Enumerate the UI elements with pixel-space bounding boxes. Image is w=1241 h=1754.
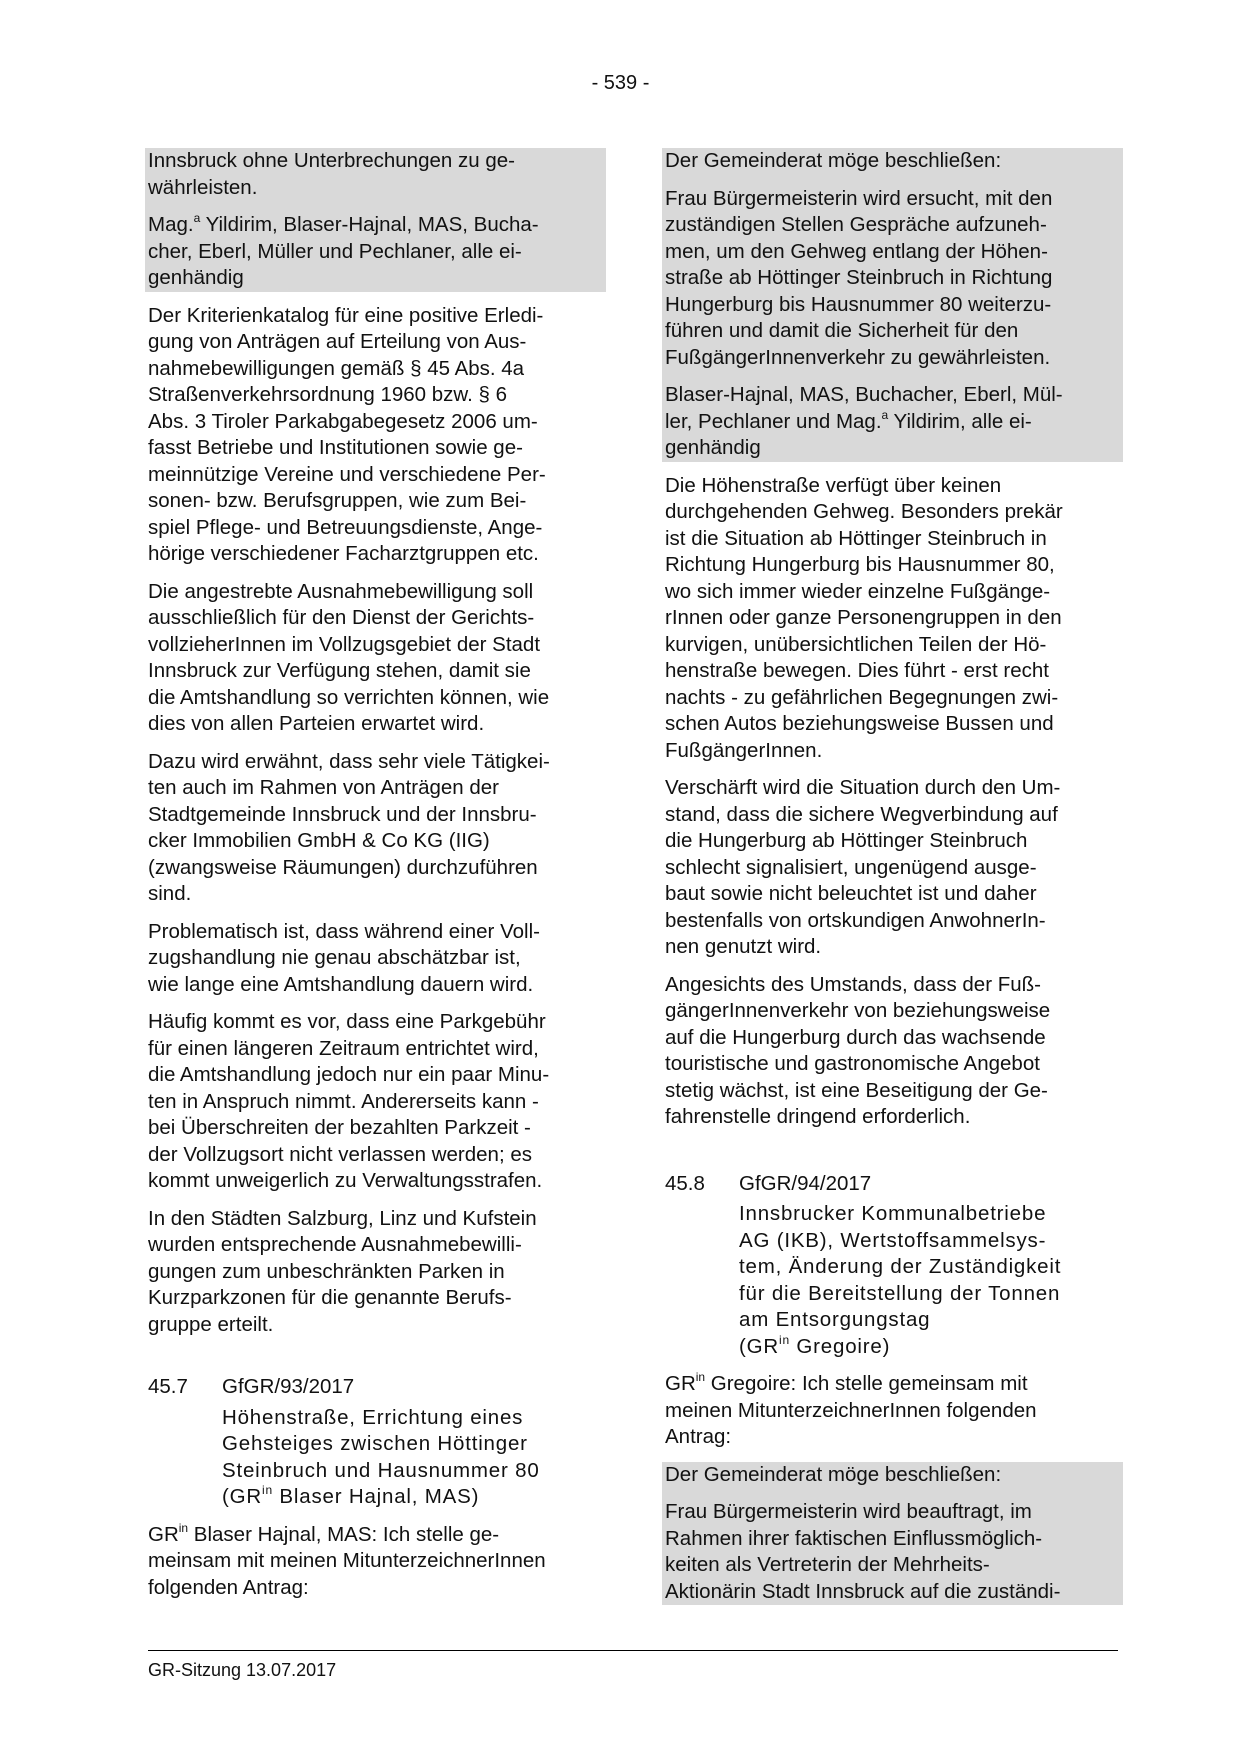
agenda-item-code: GfGR/93/2017 [222, 1375, 355, 1398]
agenda-item-author: ($GR^{in}$ Blaser Hajnal, MAS) [222, 1483, 480, 1508]
motion-box [662, 1499, 1123, 1605]
text-line: Problematisch ist, dass während einer Voll- [148, 919, 540, 943]
text-line: der Vollzugsort nicht verlassen werden; es [148, 1142, 533, 1166]
text-line: Dazu wird erwähnt, dass sehr viele Tätigkei- [148, 749, 550, 773]
text-line: wurden entsprechende Ausnahmebewilli- [148, 1233, 522, 1256]
text-line: stand, dass die sichere Wegverbindung auf [665, 802, 1058, 826]
text-line: wie lange eine Amtshandlung dauern wird. [148, 972, 534, 996]
text-line: folgenden Antrag: [148, 1575, 309, 1599]
text-line: ler, Pechlaner und Mag.$^a$ Yildirim, alle ei- [665, 407, 1032, 433]
text-line: Abs. 3 Tiroler Parkabgabegesetz 2006 um- [148, 409, 538, 433]
text-line: die Hungerburg ab Höttinger Steinbruch [665, 829, 1028, 852]
footer-divider [148, 1650, 1118, 1651]
text-line: gruppe erteilt. [148, 1312, 274, 1336]
text-line: gungen zum unbeschränkten Parken in [148, 1259, 505, 1283]
agenda-item-number: 45.7 [148, 1375, 188, 1398]
text-line: Hungerburg bis Hausnummer 80 weiterzu- [665, 292, 1052, 316]
text-line: fasst Betriebe und Institutionen sowie ge- [148, 436, 523, 459]
text-line: für die Bereitstellung der Tonnen [739, 1281, 1061, 1305]
text-line: kommt unweigerlich zu Verwaltungsstrafen. [148, 1169, 543, 1192]
text-line: die Amtshandlung so verrichten können, wie [148, 685, 550, 709]
right-column [665, 148, 1115, 1616]
text-line: nen genutzt wird. [665, 935, 822, 958]
council-heading [662, 1462, 1123, 1500]
text-line: cher, Eberl, Müller und Pechlaner, alle ei- [148, 239, 522, 263]
signers-box [662, 382, 1123, 462]
agenda-item-code: GfGR/94/2017 [739, 1171, 872, 1195]
text-line: Innsbruck zur Verfügung stehen, damit sie [148, 659, 531, 682]
agenda-item-title [148, 1405, 598, 1511]
motion-end-box [145, 148, 606, 212]
text-line: durchgehenden Gehweg. Besonders prekär [665, 500, 1063, 523]
text-line: zuständigen Stellen Gespräche aufzuneh- [665, 213, 1047, 236]
text-line: cker Immobilien GmbH & Co KG (IIG) [148, 829, 490, 852]
text-line: währleisten. [148, 175, 258, 199]
text-line: ten in Anspruch nimmt. Andererseits kann - [148, 1089, 539, 1113]
text-line: Blaser-Hajnal, MAS, Buchacher, Eberl, Mül- [665, 383, 1063, 406]
text-line: Straßenverkehrsordnung 1960 bzw. § 6 [148, 383, 507, 406]
text-line: zugshandlung nie genau abschätzbar ist, [148, 946, 521, 969]
text-line: fahrenstelle dringend erforderlich. [665, 1105, 971, 1128]
text-line: Richtung Hungerburg bis Hausnummer 80, [665, 553, 1055, 576]
agenda-item-title [665, 1201, 1115, 1360]
motion-intro [665, 1371, 1115, 1451]
text-line: wo sich immer wieder einzelne Fußgänge- [665, 579, 1051, 603]
text-line: schlecht signalisiert, ungenügend ausge- [665, 855, 1037, 879]
text-line: henstraße bewegen. Dies führt - erst recht [665, 659, 1049, 682]
text-line: Frau Bürgermeisterin wird ersucht, mit den [665, 186, 1053, 210]
text-line: Verschärft wird die Situation durch den Um- [665, 776, 1061, 799]
agenda-item-heading [148, 1374, 598, 1401]
text-line: gängerInnenverkehr von beziehungsweise [665, 999, 1051, 1022]
text-line: AG (IKB), Wertstoffsammelsys- [739, 1228, 1047, 1252]
paragraph-hoehenstrasse [665, 473, 1115, 765]
council-heading [662, 148, 1123, 186]
text-line: In den Städten Salzburg, Linz und Kufstein [148, 1206, 537, 1230]
text-line: baut sowie nicht beleuchtet ist und daher [665, 882, 1037, 905]
text-line: dies von allen Parteien erwartet wird. [148, 712, 485, 735]
text-line: Die Höhenstraße verfügt über keinen [665, 473, 1002, 497]
text-line: Mag.$^a$ Yildirim, Blaser-Hajnal, MAS, Bucha- [148, 211, 539, 236]
text-line: schen Autos beziehungsweise Bussen und [665, 712, 1054, 735]
footer-session-date: GR-Sitzung 13.07.2017 [148, 1660, 337, 1680]
text-line: Gehsteiges zwischen Höttinger [222, 1432, 528, 1455]
text-line: meinnützige Vereine und verschiedene Per- [148, 462, 546, 486]
text-line: nachts - zu gefährlichen Begegnungen zwi- [665, 685, 1059, 709]
text-line: für einen längeren Zeitraum entrichtet wird, [148, 1036, 539, 1060]
text-line: FußgängerInnenverkehr zu gewährleisten. [665, 345, 1051, 369]
text-line: Antrag: [665, 1425, 732, 1448]
text-line: bestenfalls von ortskundigen AnwohnerIn- [665, 908, 1046, 932]
text-line: Angesichts des Umstands, dass der Fuß- [665, 972, 1041, 996]
text-line: Rahmen ihrer faktischen Einflussmöglich- [665, 1526, 1043, 1550]
text-line: kurvigen, unübersichtlichen Teilen der Hö- [665, 632, 1047, 656]
text-line: führen und damit die Sicherheit für den [665, 319, 1019, 342]
paragraph-staedte [148, 1206, 598, 1339]
text-line: Der Gemeinderat möge beschließen: [665, 149, 1002, 172]
text-line: $GR^{in}$ Gregoire: Ich stelle gemeinsam mit [665, 1370, 1028, 1395]
paragraph-verschaerft [665, 775, 1115, 961]
agenda-item-heading [665, 1171, 1115, 1198]
agenda-item-author: ($GR^{in}$ Gregoire) [739, 1332, 891, 1358]
text-line: stetig wächst, ist eine Beseitigung der Ge- [665, 1078, 1048, 1102]
text-line: vollzieherInnen im Vollzugsgebiet der Stadt [148, 632, 541, 656]
text-line: meinen MitunterzeichnerInnen folgenden [665, 1398, 1037, 1422]
text-line: touristische und gastronomische Angebot [665, 1052, 1040, 1075]
text-line: Der Gemeinderat möge beschließen: [665, 1462, 1002, 1486]
text-line: Steinbruch und Hausnummer 80 [222, 1458, 540, 1482]
text-line: men, um den Gehweg entlang der Höhen- [665, 239, 1048, 263]
left-column [148, 148, 598, 1612]
text-line: genhändig [665, 436, 761, 459]
paragraph-haeufig [148, 1009, 598, 1195]
text-line: tem, Änderung der Zuständigkeit [739, 1255, 1062, 1278]
text-line: Häufig kommt es vor, dass eine Parkgebühr [148, 1010, 546, 1033]
paragraph-ausnahme [148, 579, 598, 738]
text-line: am Entsorgungstag [739, 1308, 931, 1331]
text-line: Höhenstraße, Errichtung eines [222, 1405, 524, 1429]
agenda-item-number: 45.8 [665, 1171, 705, 1195]
paragraph-problem [148, 919, 598, 999]
text-line: Aktionärin Stadt Innsbruck auf die zuständi- [665, 1579, 1061, 1603]
text-line: nahmebewilligungen gemäß § 45 Abs. 4a [148, 356, 525, 380]
text-line: die Amtshandlung jedoch nur ein paar Minu- [148, 1063, 550, 1086]
text-line: sind. [148, 882, 192, 905]
text-line: gung von Anträgen auf Erteilung von Aus- [148, 330, 527, 353]
paragraph-angesichts [665, 972, 1115, 1131]
motion-box [662, 186, 1123, 383]
text-line: meinsam mit meinen MitunterzeichnerInnen [148, 1549, 546, 1572]
signers-box [145, 212, 606, 292]
text-line: Frau Bürgermeisterin wird beauftragt, im [665, 1500, 1032, 1523]
text-line: FußgängerInnen. [665, 738, 823, 762]
text-line: ist die Situation ab Höttinger Steinbruch in [665, 526, 1047, 550]
text-line: keiten als Vertreterin der Mehrheits- [665, 1553, 990, 1576]
text-line: bei Überschreiten der bezahlten Parkzeit - [148, 1116, 531, 1139]
text-line: (zwangsweise Räumungen) durchzuführen [148, 855, 538, 879]
page-number: - 539 - [591, 72, 650, 94]
paragraph-kriterien [148, 303, 598, 568]
paragraph-dazu [148, 749, 598, 908]
text-line: hörige verschiedener Facharztgruppen etc. [148, 542, 539, 565]
text-line: Innsbruck ohne Unterbrechungen zu ge- [148, 149, 515, 172]
text-line: ten auch im Rahmen von Anträgen der [148, 776, 499, 799]
text-line: Der Kriterienkatalog für eine positive Erledi- [148, 303, 544, 327]
text-line: ausschließlich für den Dienst der Gerichts- [148, 606, 535, 629]
text-line: spiel Pflege- und Betreuungsdienste, Ange- [148, 515, 543, 539]
text-line: auf die Hungerburg durch das wachsende [665, 1025, 1046, 1049]
motion-intro [148, 1522, 598, 1602]
text-line: Innsbrucker Kommunalbetriebe [739, 1202, 1047, 1225]
text-line: $GR^{in}$ Blaser Hajnal, MAS: Ich stelle ge- [148, 1520, 500, 1546]
text-line: straße ab Höttinger Steinbruch in Richtung [665, 266, 1053, 289]
text-line: sonen- bzw. Berufsgruppen, wie zum Bei- [148, 489, 527, 512]
text-line: Stadtgemeinde Innsbruck und der Innsbru- [148, 802, 537, 826]
text-line: Die angestrebte Ausnahmebewilligung soll [148, 579, 534, 603]
text-line: rInnen oder ganze Personengruppen in den [665, 606, 1062, 629]
text-line: Kurzparkzonen für die genannte Berufs- [148, 1286, 512, 1309]
text-line: genhändig [148, 266, 244, 289]
